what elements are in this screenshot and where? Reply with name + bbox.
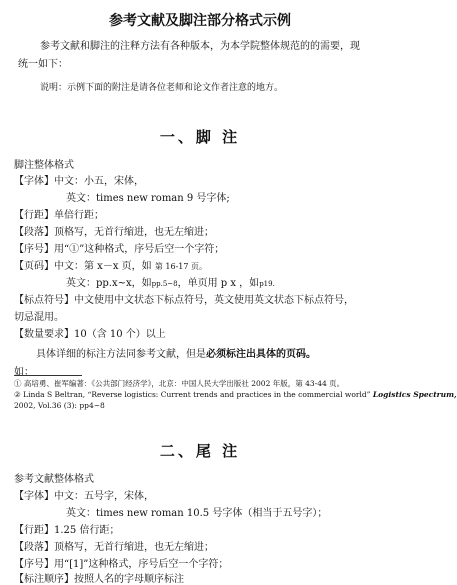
- footnote-font-en: 英文：times new roman 9 号字体;: [66, 193, 230, 204]
- endnote-order: 【标注顺序】按照人名的字母顺序标注: [14, 574, 184, 585]
- endnote-font-en: 英文：times new roman 10.5 号字体（相当于五号字）；: [66, 508, 328, 519]
- footnote-example-1: ① 高培勇、崔军编著：《公共部门经济学》，北京：中国人民大学出版社 2002 年版，第 43-44 页。: [14, 379, 345, 388]
- footnote-remark: 具体详细的标注方法同参考文献，但是必须标注出具体的页码。: [36, 349, 316, 360]
- endnote-paragraph: 【段落】顶格写，无首行缩进，也无左缩进；: [14, 542, 214, 553]
- footnote-format-heading: 脚注整体格式: [14, 160, 74, 171]
- footnote-punctuation: 【标点符号】中文使用中文状态下标点符号，英文使用英文状态下标点符号，: [14, 295, 354, 306]
- example-label: 如：: [14, 367, 34, 378]
- intro-line-1: 参考文献和脚注的注释方法有各种版本，为本学院整体规范的的需要，现: [40, 41, 360, 52]
- section-title-footnotes: 一、脚 注: [159, 128, 241, 146]
- footnote-example-3: 2002, Vol.36 (3): pp4~8: [14, 401, 105, 410]
- endnote-font-cn: 【字体】中文：五号字，宋体，: [14, 491, 154, 502]
- footnote-font-cn: 【字体】中文：小五，宋体，: [14, 176, 144, 187]
- footnote-numbering: 【序号】用“①”这种格式，序号后空一个字符；: [14, 244, 225, 255]
- footnote-quantity: 【数量要求】10（含 10 个）以上: [14, 329, 166, 340]
- footnote-page-en: 英文：pp.x~x，如pp.5~8，单页用 p x ，如p19.: [66, 278, 275, 289]
- footnote-punctuation-cont: 切忌混用。: [14, 312, 64, 323]
- footnote-separator: [14, 375, 82, 376]
- footnote-example-2: ② Linda S Beltran, “Reverse logistics: Current trends and practices in the commercial world” Logistics Spectrum,: [14, 390, 457, 399]
- document-title: 参考文献及脚注部分格式示例: [109, 13, 291, 29]
- endnote-format-heading: 参考文献整体格式: [14, 474, 94, 485]
- endnote-numbering: 【序号】用“[1]”这种格式，序号后空一个字符；: [14, 559, 229, 570]
- intro-line-2: 统一如下：: [18, 59, 68, 70]
- footnote-line-spacing: 【行距】单倍行距；: [14, 210, 104, 221]
- footnote-paragraph: 【段落】顶格写，无首行缩进，也无左缩进；: [14, 227, 214, 238]
- endnote-line-spacing: 【行距】1.25 倍行距；: [14, 525, 120, 536]
- explanation-note: 说明：示例下面的附注是请各位老师和论文作者注意的地方。: [40, 83, 284, 93]
- footnote-page-cn: 【页码】中文：第 x－x 页，如 第 16-17 页。: [14, 261, 207, 272]
- section-title-endnotes: 二、尾 注: [159, 442, 241, 460]
